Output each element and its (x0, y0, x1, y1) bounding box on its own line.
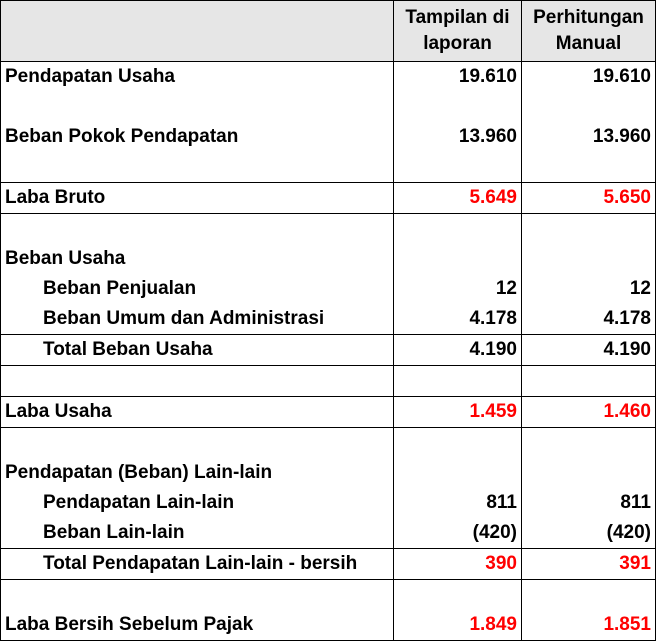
header-a-line1: Tampilan di (405, 7, 510, 28)
row-label: Laba Usaha (1, 397, 394, 428)
header-a-line2: laporan (423, 33, 492, 54)
cell-tampilan (394, 458, 522, 488)
cell-tampilan: 4.178 (394, 304, 522, 335)
row-label: Pendapatan Usaha (1, 62, 394, 93)
row-pendapatan-lain-lain (1, 488, 656, 518)
spacer-row (1, 152, 656, 183)
row-beban-umum-administrasi (1, 304, 656, 335)
cell-tampilan: 13.960 (394, 122, 522, 152)
cell-manual: 391 (522, 549, 656, 580)
row-label: Total Beban Usaha (1, 335, 394, 366)
cell-manual (522, 458, 656, 488)
cell-tampilan: 1.459 (394, 397, 522, 428)
cell-manual: 13.960 (522, 122, 656, 152)
cell-tampilan: 390 (394, 549, 522, 580)
row-pendapatan-usaha (1, 62, 656, 93)
row-beban-penjualan (1, 274, 656, 304)
row-label: Beban Umum dan Administrasi (1, 304, 394, 335)
row-laba-bersih-sebelum-pajak (1, 610, 656, 641)
cell-manual: 1.460 (522, 397, 656, 428)
row-label: Beban Lain-lain (1, 518, 394, 549)
spacer-row (1, 428, 656, 459)
row-label: Laba Bersih Sebelum Pajak (1, 610, 394, 641)
cell-manual: 19.610 (522, 62, 656, 93)
cell-manual: 4.178 (522, 304, 656, 335)
cell-manual (522, 244, 656, 274)
cell-manual: (420) (522, 518, 656, 549)
row-label: Total Pendapatan Lain-lain - bersih (1, 549, 394, 580)
spacer-row (1, 366, 656, 397)
row-label: Laba Bruto (1, 183, 394, 214)
spacer-row (1, 92, 656, 122)
cell-manual: 5.650 (522, 183, 656, 214)
cell-manual: 811 (522, 488, 656, 518)
header-row (1, 1, 656, 62)
row-label: Beban Penjualan (1, 274, 394, 304)
cell-manual: 4.190 (522, 335, 656, 366)
row-label: Beban Usaha (1, 244, 394, 274)
row-total-pendapatan-lain-lain (1, 549, 656, 580)
row-beban-lain-lain (1, 518, 656, 549)
cell-tampilan: (420) (394, 518, 522, 549)
cell-tampilan: 12 (394, 274, 522, 304)
cell-tampilan: 811 (394, 488, 522, 518)
row-pendapatan-beban-lain-lain (1, 458, 656, 488)
row-label: Pendapatan (Beban) Lain-lain (1, 458, 394, 488)
row-laba-bruto (1, 183, 656, 214)
cell-manual: 1.851 (522, 610, 656, 641)
row-label: Pendapatan Lain-lain (1, 488, 394, 518)
row-laba-usaha (1, 397, 656, 428)
header-tampilan-di-laporan (394, 1, 522, 62)
row-total-beban-usaha (1, 335, 656, 366)
cell-tampilan: 19.610 (394, 62, 522, 93)
cell-tampilan: 4.190 (394, 335, 522, 366)
row-label: Beban Pokok Pendapatan (1, 122, 394, 152)
spacer-row (1, 580, 656, 611)
cell-manual: 12 (522, 274, 656, 304)
header-b-line1: Perhitungan (533, 7, 644, 28)
row-beban-usaha (1, 244, 656, 274)
row-beban-pokok-pendapatan (1, 122, 656, 152)
cell-tampilan: 5.649 (394, 183, 522, 214)
cell-tampilan: 1.849 (394, 610, 522, 641)
header-perhitungan-manual (522, 1, 656, 62)
spacer-row (1, 214, 656, 245)
cell-tampilan (394, 244, 522, 274)
header-b-line2: Manual (555, 33, 622, 54)
header-label-cell (1, 1, 394, 62)
